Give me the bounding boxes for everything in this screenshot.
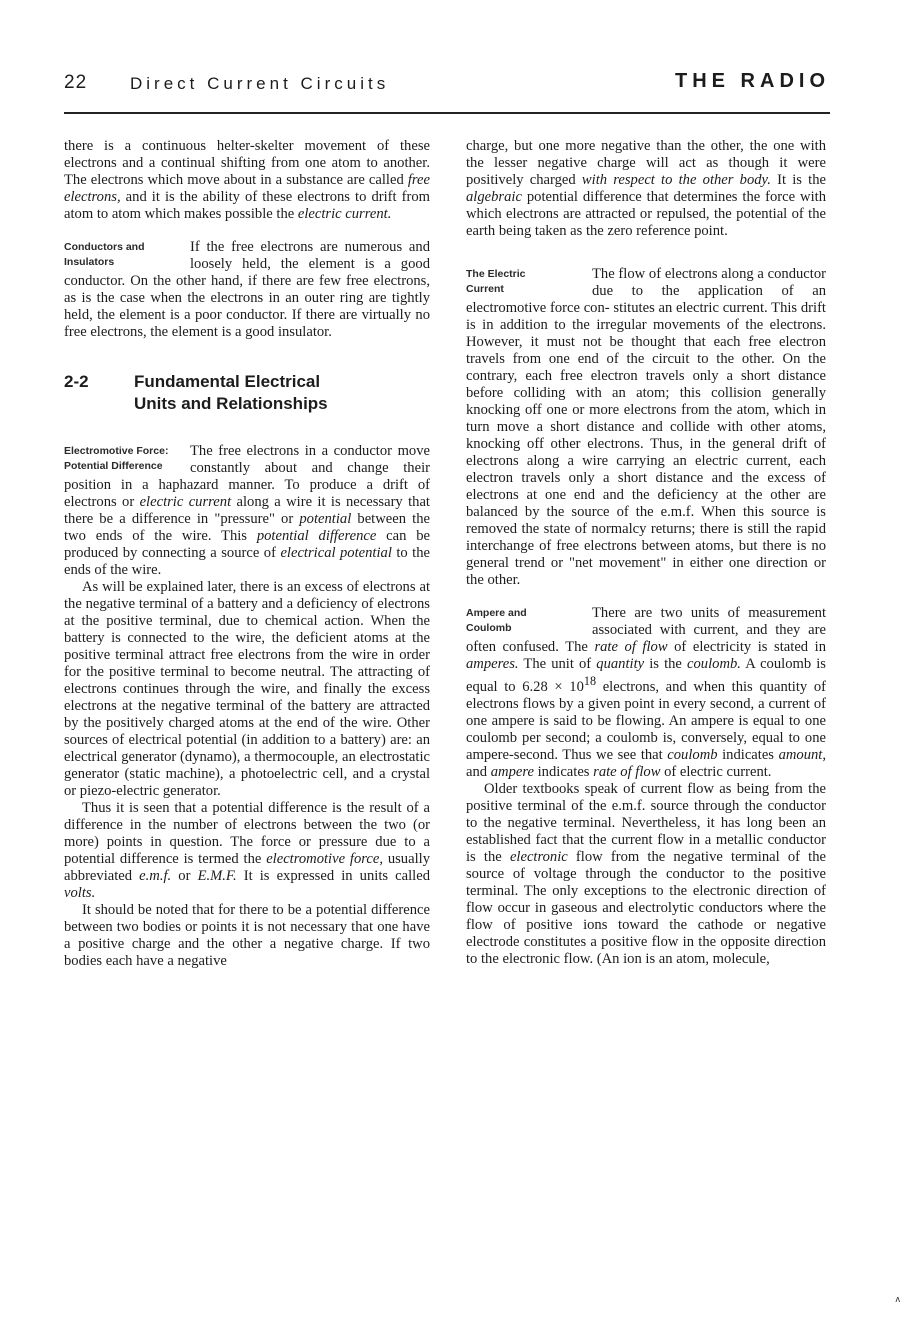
header-rule (64, 112, 830, 114)
running-header (64, 72, 830, 102)
margin-mark: ʌ (895, 1294, 900, 1304)
paragraph-charge: charge, but one more negative than the other, the one with the lesser negative charge will act as though it were positively charged with respect to the other body. It is the algebraic potential difference that determines the force with which electrons are attracted or repulsed, the potential of the earth being taken as the zero reference point. (466, 138, 826, 239)
side-heading: Conductors and Insulators (64, 241, 145, 268)
section-heading (64, 371, 430, 415)
book-title: THE RADIO (675, 70, 830, 92)
paragraph-current-direction: Older textbooks speak of current flow as being from the positive terminal of the e.m.f. source through the conductor to the negative terminal. Nevertheless, it has long been an established fact that the current flow in a metallic conductor is the electronic flow from the negative terminal of the source of voltage through the conductor to the positive terminal. The only exceptions to the electronic direction of flow occur in gaseous and electrolytic conductors where the flow of positive ions toward the cathode or negative electrode constitutes a positive flow in the opposite direction to the electronic flow. (An ion is an atom, molecule, (466, 780, 826, 967)
topic-conductors-insulators (64, 239, 430, 341)
section-title: Fundamental Electrical Units and Relationships (134, 372, 328, 413)
paragraph-potential: Thus it is seen that a potential difference is the result of a difference in the number of electrons between the two (or more) points in question. The force or pressure due to a potential difference is termed the electromotive force, usually abbreviated e.m.f. or E.M.F. It is expressed in units called volts. (64, 800, 430, 901)
paragraph-battery: As will be explained later, there is an excess of electrons at the negative terminal of a battery and a deficiency of electrons at the positive terminal, due to chemical action. When the battery is connected to the wire, the deficient atoms at the positive terminal attract free electrons from the wire in order for the positive terminal to become neutral. The attracting of electrons continues through the wire, and finally the excess electrons at the negative terminal of the battery are attracted by the positively charged atoms at the end of the wire. Other sources of electrical potential (in addition to a battery) are: an electrical generator (dynamo), a thermocouple, an electrostatic generator (static machine), a photoelectric cell, and a crystal or piezo-electric generator. (64, 579, 430, 799)
paragraph-note: It should be noted that for there to be a potential difference between two bodies or points it is not necessary that one have a positive charge and the other a negative charge. If two bodies each have a negative (64, 902, 430, 969)
side-heading: Electromotive Force: Potential Difference (64, 445, 169, 472)
topic-electric-current (466, 266, 826, 589)
side-heading: Ampere and Coulomb (466, 607, 527, 634)
topic-body: The free electrons in a conductor move constantly about and change their position in a haphazard manner. To produce a drift of electrons or electric current along a wire it is necessary that there be a difference in "pressure" or potential between the two ends of the wire. This potential difference can be produced by connecting a source of electrical potential to the ends of the wire. (64, 443, 430, 578)
topic-body: There are two units of measurement associated with current, and they are often confused. The rate of flow of electricity is stated in amperes. The unit of quantity is the coulomb. A coulomb is equal to $6.28 \times 10^{18}$ electrons, and when this quantity of electrons flows by a given point in every second, a current of one ampere is said to be flowing. An ampere is equal to one coulomb per second; a coulomb is, conversely, equal to one ampere-second. Thus we see that coulomb indicates amount, and ampere indicates rate of flow of electric current. (466, 605, 827, 780)
topic-body: The flow of electrons along a conductor due to the application of an electromotive force con- stitutes an electric current. This drift is in addition to the irregular movements of the electrons. However, it must not be thought that each free electron travels from one end of the circuit to the other. On the contrary, each free electron travels only a short distance before colliding with an atom; this collision generally knocking off one or more electrons from the atom, which in turn move a short distance and collide with other atoms, knocking off other electrons. Thus, in the general drift of electrons along a wire carrying an electric current, each electron travels only a short distance and the excess of electrons at one end and the deficiency at the other are balanced by the source of the e.m.f. When this source is removed the state of normalcy returns; there is still the rapid interchange of free electrons between atoms, but there is no general trend or "net movement" in either one direction or the other. (466, 266, 826, 588)
chapter-title: Direct Current Circuits (130, 74, 390, 93)
topic-electromotive-force (64, 443, 430, 579)
side-heading: The Electric Current (466, 268, 526, 295)
topic-body: If the free electrons are numerous and loosely held, the element is a good conductor. On the other hand, if there are few free electrons, as is the case when the electrons in an outer ring are tightly held, the element is a poor conductor. If there are virtually no free electrons, the element is a good insulator. (64, 239, 430, 340)
left-column (64, 138, 430, 970)
paragraph-free-electrons: there is a continuous helter-skelter movement of these electrons and a continual shifting from one atom to another. The electrons which move about in a substance are called free electrons, and it is the ability of these electrons to drift from atom to atom which makes possible the electric current. (64, 138, 430, 222)
page-number: 22 (64, 72, 88, 93)
section-number: 2-2 (64, 372, 89, 391)
right-column (466, 138, 826, 968)
topic-ampere-coulomb (466, 605, 826, 781)
